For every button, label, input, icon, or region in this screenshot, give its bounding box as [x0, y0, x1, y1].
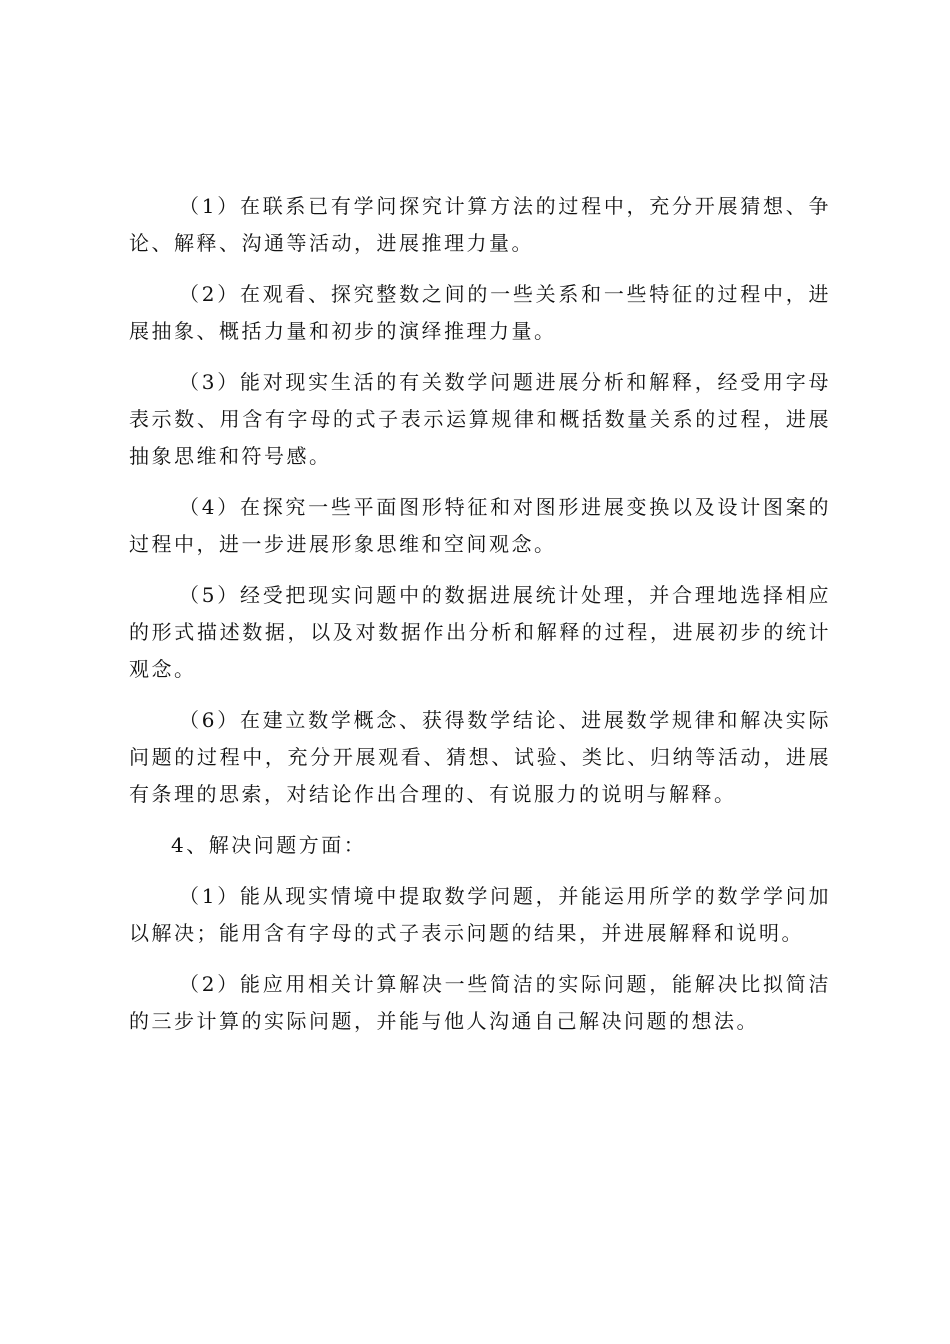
paragraph-3: （3）能对现实生活的有关数学问题进展分析和解释，经受用字母表示数、用含有字母的式子表示运算规律和概括数量关系的过程，进展抽象思维和符号感。 [129, 370, 831, 468]
paragraph-8: （2）能应用相关计算解决一些简洁的实际问题，能解决比拟简洁的三步计算的实际问题，并能与他人沟通自己解决问题的想法。 [129, 972, 831, 1033]
section-heading-problem-solving: 4、解决问题方面： [171, 833, 367, 857]
paragraph-4: （4）在探究一些平面图形特征和对图形进展变换以及设计图案的过程中，进一步进展形象思维和空间观念。 [129, 495, 831, 556]
paragraph-6: （6）在建立数学概念、获得数学结论、进展数学规律和解决实际问题的过程中，充分开展观看、猜想、试验、类比、归纳等活动，进展有条理的思索，对结论作出合理的、有说服力的说明与解释。 [129, 708, 831, 806]
paragraph-5: （5）经受把现实问题中的数据进展统计处理，并合理地选择相应的形式描述数据，以及对数据作出分析和解释的过程，进展初步的统计观念。 [129, 583, 831, 681]
paragraph-2: （2）在观看、探究整数之间的一些关系和一些特征的过程中，进展抽象、概括力量和初步的演绎推理力量。 [129, 282, 831, 343]
paragraph-1: （1）在联系已有学问探究计算方法的过程中，充分开展猜想、争论、解释、沟通等活动，进展推理力量。 [129, 194, 831, 255]
paragraph-7: （1）能从现实情境中提取数学问题，并能运用所学的数学学问加以解决；能用含有字母的式子表示问题的结果，并进展解释和说明。 [129, 884, 831, 945]
document-body [129, 188, 831, 1054]
